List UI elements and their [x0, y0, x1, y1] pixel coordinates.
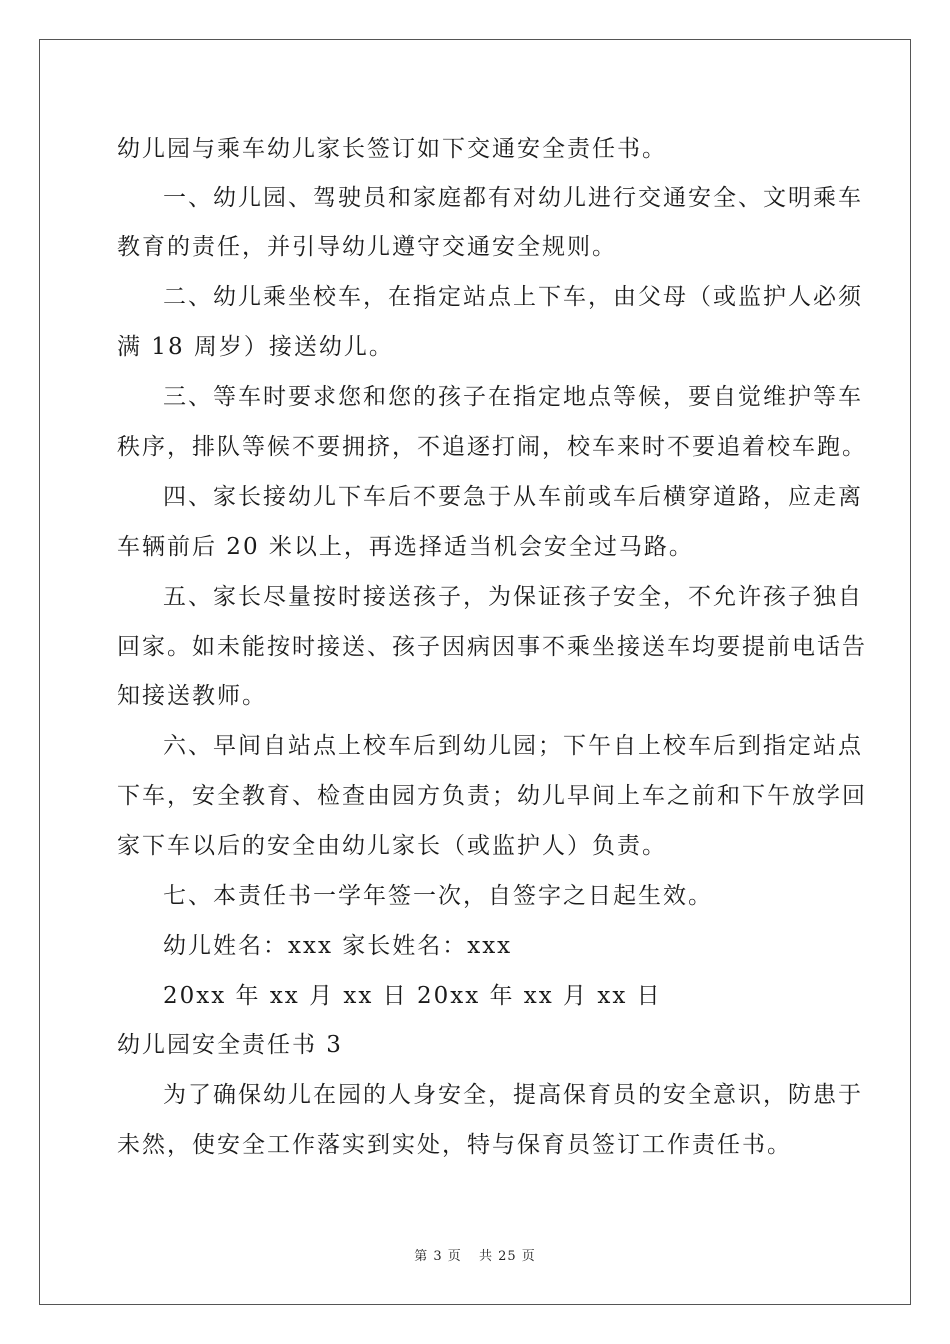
clause-4-line-1: 四、家长接幼儿下车后不要急于从车前或车后横穿道路，应走离 — [163, 484, 863, 510]
clause-7-line: 七、本责任书一学年签一次，自签字之日起生效。 — [163, 883, 713, 909]
page-number: 第 3 页 — [414, 1249, 462, 1264]
clause-3-line-2: 秩序，排队等候不要拥挤，不追逐打闹，校车来时不要追着校车跑。 — [117, 434, 867, 460]
clause-6-line-1: 六、早间自站点上校车后到幼儿园；下午自上校车后到指定站点 — [163, 733, 863, 759]
page-total: 共 25 页 — [478, 1249, 536, 1264]
section-para-line-1: 为了确保幼儿在园的人身安全，提高保育员的安全意识，防患于 — [163, 1082, 863, 1108]
clause-1-line-2: 教育的责任，并引导幼儿遵守交通安全规则。 — [117, 234, 617, 260]
clause-1-line-1: 一、幼儿园、驾驶员和家庭都有对幼儿进行交通安全、文明乘车 — [163, 185, 863, 211]
clause-5-line-2: 回家。如未能按时接送、孩子因病因事不乘坐接送车均要提前电话告 — [117, 634, 867, 660]
signature-names-line: 幼儿姓名：xxx 家长姓名：xxx — [163, 933, 513, 959]
clause-3-line-1: 三、等车时要求您和您的孩子在指定地点等候，要自觉维护等车 — [163, 384, 863, 410]
clause-4-line-2: 车辆前后 20 米以上，再选择适当机会安全过马路。 — [117, 534, 694, 560]
section-para-line-2: 未然，使安全工作落实到实处，特与保育员签订工作责任书。 — [117, 1132, 792, 1158]
signature-dates-line: 20xx 年 xx 月 xx 日 20xx 年 xx 月 xx 日 — [163, 983, 662, 1009]
page-border — [39, 39, 911, 1305]
clause-6-line-3: 家下车以后的安全由幼儿家长（或监护人）负责。 — [117, 833, 667, 859]
clause-5-line-1: 五、家长尽量按时接送孩子，为保证孩子安全，不允许孩子独自 — [163, 584, 863, 610]
clause-5-line-3: 知接送教师。 — [117, 683, 267, 709]
clause-6-line-2: 下车，安全教育、检查由园方负责；幼儿早间上车之前和下午放学回 — [117, 783, 867, 809]
intro-line: 幼儿园与乘车幼儿家长签订如下交通安全责任书。 — [117, 136, 667, 162]
section-heading: 幼儿园安全责任书 3 — [117, 1032, 343, 1058]
clause-2-line-1: 二、幼儿乘坐校车，在指定站点上下车，由父母（或监护人必须 — [163, 284, 863, 310]
page-footer — [0, 1248, 950, 1266]
clause-2-line-2: 满 18 周岁）接送幼儿。 — [117, 334, 394, 360]
